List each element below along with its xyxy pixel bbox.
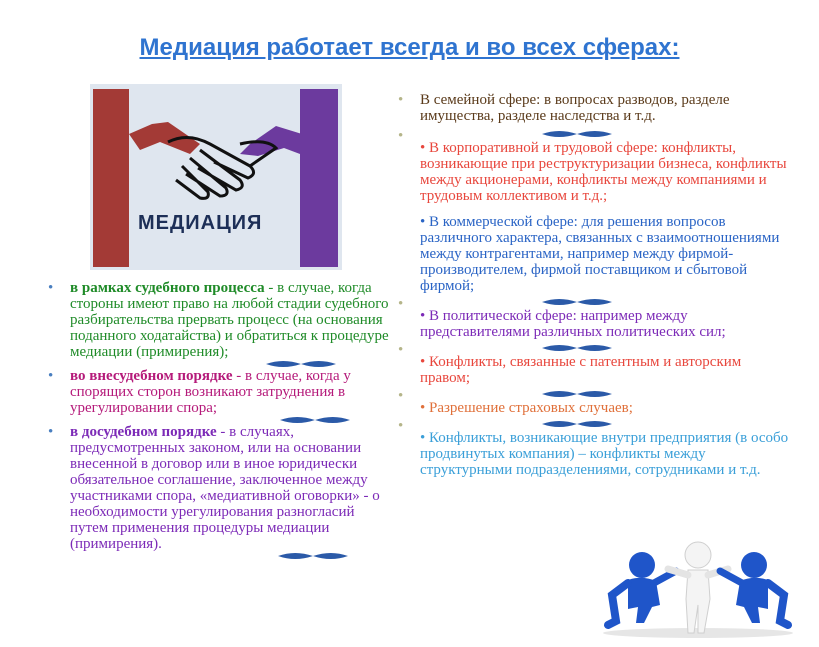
item-text: В семейной сфере: в вопросах разводов, разделе имущества, разделе наследства и т.д. xyxy=(420,92,730,124)
item-text: • Конфликты, возникающие внутри предприятия (в особо продвинутых компания) – конфликты между структурными подразделениями, сотрудниками и т.д. xyxy=(420,430,789,478)
list-item xyxy=(398,296,793,340)
bullet: • xyxy=(398,342,404,358)
list-item xyxy=(398,92,793,124)
bullet: • xyxy=(398,388,404,404)
item-text: • В корпоративной и трудовой сфере: конфликты, возникающие при реструктуризации бизнеса, конфликты между акционерами, конфликты между компаниями и трудовым коллективом и т.д.; xyxy=(420,140,787,204)
item-text: - в случае, когда стороны имеют право на любой стадии судебного разбирательства прервать процесс (на основания поданного ходатайства) и обратиться к процедуре медиации (примирения); xyxy=(70,280,389,360)
list-item xyxy=(398,128,793,204)
item-text: • В политической сфере: например между представителями различных политических сил; xyxy=(420,308,726,340)
item-text: - в случаях, предусмотренных законом, или на основании внесенной в договор или в иное юридически обязательное соглашение, заключенное между участниками спора, «медиативной оговорки» - о необходимости урегулирования разногласий путем применения процедуры медиации (примирения). xyxy=(70,424,380,552)
mediator-figures-illustration xyxy=(598,525,798,640)
item-lead: в рамках судебного процесса xyxy=(70,280,265,296)
ornament-divider xyxy=(278,550,348,562)
list-item xyxy=(398,388,793,416)
handshake-icon xyxy=(90,84,342,270)
bullet: • xyxy=(398,128,404,144)
bullet: • xyxy=(48,280,54,296)
item-lead: во внесудебном порядке xyxy=(70,368,233,384)
ornament-divider xyxy=(542,128,612,140)
list-item xyxy=(398,418,793,478)
bullet: • xyxy=(48,368,54,384)
bullet: • xyxy=(398,418,404,434)
list-item xyxy=(398,342,793,386)
item-text: • В коммерческой сфере: для решения вопросов различного характера, связанных с взаимоотношениями между контрагентами, например между фирмой-производителем, фирмой поставщиком и сбытовой фирмой; xyxy=(420,214,780,294)
bullet: • xyxy=(398,92,404,108)
item-text: - в случае, когда у спорящих сторон возникают затруднения в урегулировании спора; xyxy=(70,368,351,416)
bullet: • xyxy=(48,424,54,440)
list-item xyxy=(398,214,793,294)
ornament-divider xyxy=(542,388,612,400)
list-item xyxy=(48,280,393,360)
list-item xyxy=(48,424,393,552)
item-text: • Конфликты, связанные с патентным и авторским правом; xyxy=(420,354,742,386)
left-list xyxy=(48,280,393,552)
ornament-divider xyxy=(542,296,612,308)
item-lead: в досудебном порядке xyxy=(70,424,217,440)
logo-text: МЕДИАЦИЯ xyxy=(138,212,263,234)
page-title: Медиация работает всегда и во всех сферах: xyxy=(139,34,680,61)
ornament-divider xyxy=(542,342,612,354)
list-item xyxy=(48,368,393,416)
item-text: • Разрешение страховых случаев; xyxy=(420,400,633,416)
bullet: • xyxy=(398,296,404,312)
ornament-divider xyxy=(542,418,612,430)
right-list xyxy=(398,92,793,478)
mediation-logo xyxy=(90,84,342,270)
